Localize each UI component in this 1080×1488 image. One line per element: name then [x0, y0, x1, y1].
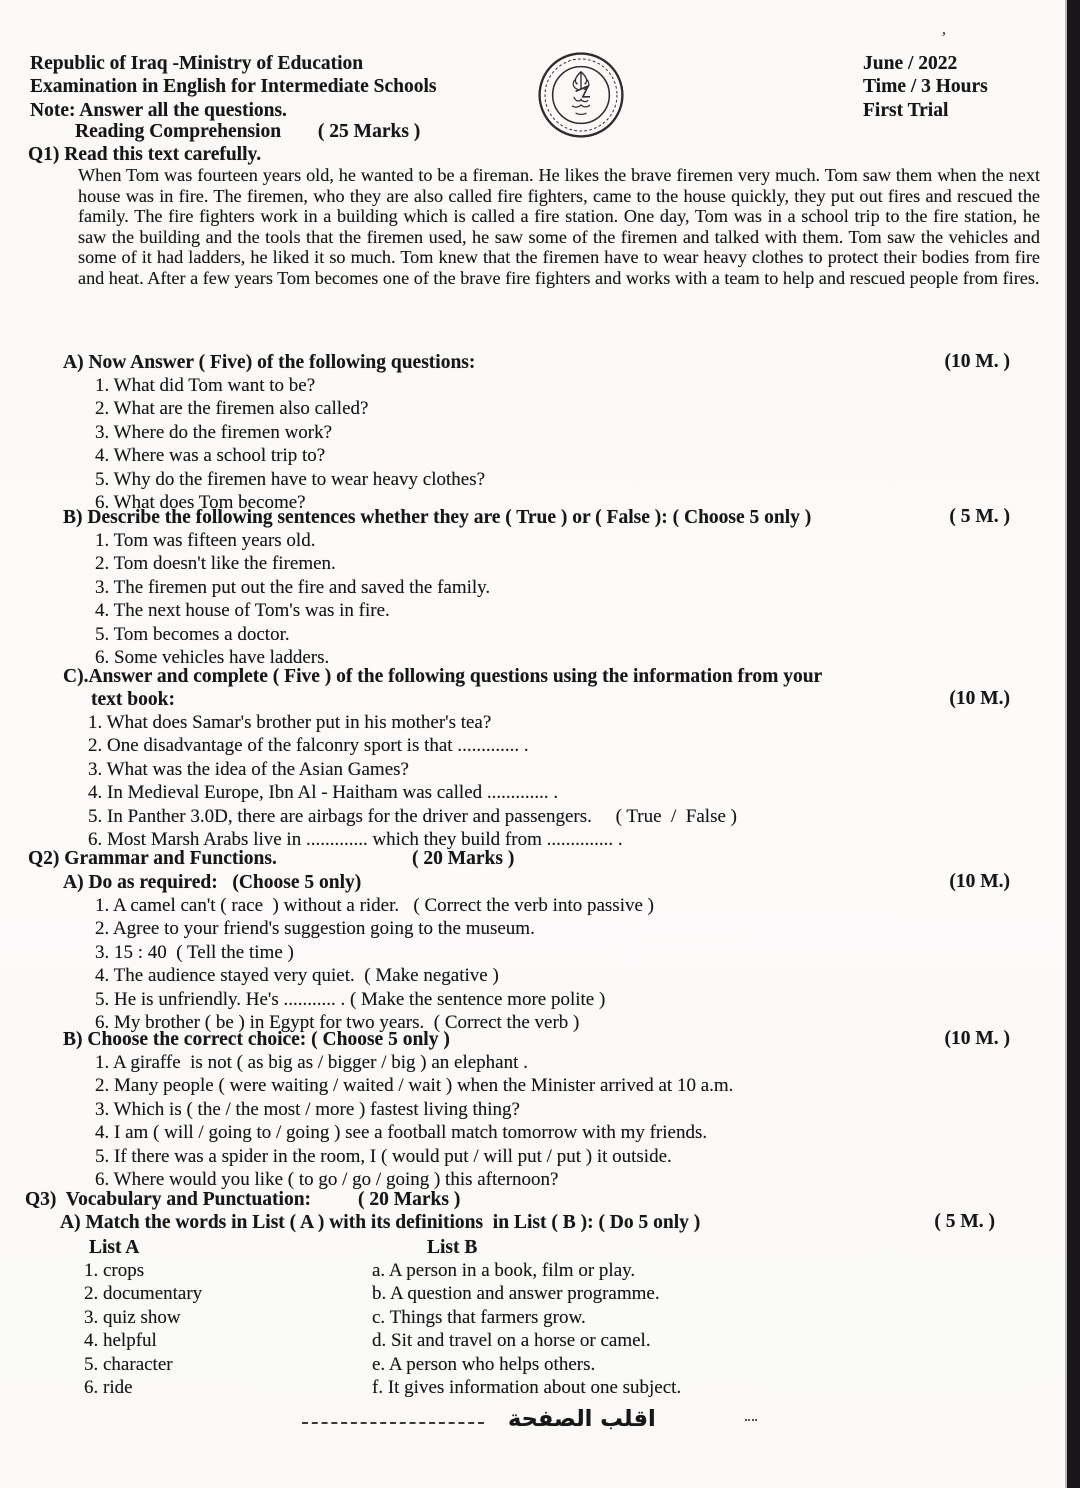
q1a-marks: (10 M. ): [944, 351, 1010, 372]
q2a-item: 1. A camel can't ( race ) without a rider. ( Correct the verb into passive ): [95, 895, 654, 916]
match-row: [84, 1376, 1000, 1399]
match-row: [84, 1259, 1000, 1282]
q3a-heading: A) Match the words in List ( A ) with its definitions in List ( B ): ( Do 5 only ): [60, 1212, 701, 1233]
q2b-item: 5. If there was a spider in the room, I ( would put / will put / put ) it outside.: [95, 1145, 672, 1167]
header-org-line2: Examination in English for Intermediate Schools: [30, 76, 437, 98]
header-org-line3: Note: Answer all the questions.: [30, 99, 287, 121]
q1c-item: 1. What does Samar's brother put in his mother's tea?: [88, 712, 492, 733]
reading-title: Reading Comprehension: [75, 121, 282, 142]
q2a-item: 2. Agree to your friend's suggestion going to the museum.: [95, 918, 535, 940]
q1c-item: 5. In Panther 3.0D, there are airbags for the driver and passengers. ( True / False ): [88, 805, 737, 827]
q3-marks: ( 20 Marks ): [358, 1189, 461, 1210]
list-b-item: d. Sit and travel on a horse or camel.: [372, 1330, 651, 1352]
q1b-items: [95, 529, 490, 669]
q3-title: Q3) Vocabulary and Punctuation:: [25, 1189, 312, 1210]
reading-comprehension-heading: [75, 120, 420, 143]
q1a-heading: A) Now Answer ( Five) of the following questions:: [63, 352, 476, 373]
footer-dash-rule: [302, 1422, 484, 1424]
q2b-heading: B) Choose the correct choice: ( Choose 5 only ): [63, 1029, 450, 1050]
turn-page-note: اقلب الصفحة: [508, 1406, 656, 1432]
q1c-item: 4. In Medieval Europe, Ibn Al - Haitham was called ............. .: [88, 782, 559, 804]
list-a-item: 2. documentary: [84, 1283, 203, 1305]
q1b-item: 4. The next house of Tom's was in fire.: [95, 600, 390, 622]
match-lists: [84, 1259, 1000, 1399]
list-b-item: b. A question and answer programme.: [372, 1283, 660, 1305]
q1b-heading: B) Describe the following sentences whether they are ( True ) or ( False ): ( Choose 5 only ): [63, 507, 812, 528]
q1c-marks: (10 M.): [949, 688, 1010, 709]
list-b-header: List B: [427, 1237, 478, 1258]
list-b-item: e. A person who helps others.: [372, 1353, 596, 1375]
list-a-item: 5. character: [84, 1353, 173, 1375]
q1b-item: 5. Tom becomes a doctor.: [95, 623, 290, 645]
q2a-item: 3. 15 : 40 ( Tell the time ): [95, 941, 294, 963]
q1c-item: 6. Most Marsh Arabs live in ............. which they build from .............. .: [88, 829, 623, 851]
match-row: [84, 1306, 1000, 1329]
q3a-marks: ( 5 M. ): [934, 1211, 995, 1232]
q1a-item: 1. What did Tom want to be?: [95, 375, 316, 396]
q2a-items: [95, 894, 654, 1034]
q2a-marks: (10 M.): [949, 871, 1010, 892]
list-a-item: 3. quiz show: [84, 1306, 181, 1328]
list-a-item: 1. crops: [84, 1260, 145, 1281]
match-row: [84, 1282, 1000, 1305]
list-b-item: a. A person in a book, film or play.: [372, 1260, 636, 1281]
q1b-item: 6. Some vehicles have ladders.: [95, 647, 330, 669]
header-right-block: [863, 52, 988, 122]
scan-edge-right: [1067, 0, 1080, 1488]
q1a-items: [95, 374, 485, 514]
exam-date: June / 2022: [863, 53, 958, 74]
list-a-item: 4. helpful: [84, 1330, 157, 1352]
match-row: [84, 1353, 1000, 1376]
match-row: [84, 1329, 1000, 1352]
q2b-item: 3. Which is ( the / the most / more ) fastest living thing?: [95, 1098, 520, 1120]
q2a-item: 6. My brother ( be ) in Egypt for two years. ( Correct the verb ): [95, 1012, 580, 1034]
q2-title: Q2) Grammar and Functions.: [28, 848, 277, 869]
q2-marks: ( 20 Marks ): [412, 848, 515, 869]
q1a-item: 4. Where was a school trip to?: [95, 445, 326, 467]
q2a-item: 5. He is unfriendly. He's ........... . ( Make the sentence more polite ): [95, 988, 606, 1010]
q1c-items: [88, 711, 737, 851]
q1a-item: 3. Where do the firemen work?: [95, 421, 333, 443]
exam-time: Time / 3 Hours: [863, 76, 988, 98]
q1b-item: 3. The firemen put out the fire and saved the family.: [95, 576, 491, 598]
q2b-item: 4. I am ( will / going to / going ) see a football match tomorrow with my friends.: [95, 1122, 708, 1144]
list-b-item: c. Things that farmers grow.: [372, 1306, 586, 1328]
q2b-items: [95, 1051, 733, 1191]
header-left-block: [30, 52, 436, 122]
reading-marks: ( 25 Marks ): [317, 121, 421, 142]
q1b-item: 2. Tom doesn't like the firemen.: [95, 553, 336, 575]
q1a-item: 6. What does Tom become?: [95, 492, 306, 514]
q1b-marks: ( 5 M. ): [949, 506, 1010, 527]
q1a-item: 2. What are the firemen also called?: [95, 398, 369, 420]
scan-speck: ’: [941, 28, 947, 47]
q1c-item: 3. What was the idea of the Asian Games?: [88, 758, 409, 780]
q1c-heading-line1: C).Answer and complete ( Five ) of the following questions using the information from your: [63, 666, 823, 687]
q2b-item: 2. Many people ( were waiting / waited / wait ) when the Minister arrived at 10 a.m.: [95, 1075, 734, 1097]
list-a-header: List A: [89, 1237, 140, 1258]
q2a-heading: A) Do as required: (Choose 5 only): [63, 872, 362, 893]
q1c-item: 2. One disadvantage of the falconry sport is that ............. .: [88, 735, 529, 757]
q2a-item: 4. The audience stayed very quiet. ( Make negative ): [95, 965, 499, 987]
list-b-item: f. It gives information about one subject.: [372, 1377, 682, 1399]
q1-reading-passage: When Tom was fourteen years old, he wanted to be a fireman. He likes the brave firemen very much. Tom saw them when the next house was in fire. The firemen, who they are also called fire fighters, came to the house quickly, they put out fires and rescued the family. The fire fighters work in a building which is called a fire station. One day, Tom was in a school trip to the fire station, he saw the building and the tools that the firemen used, he saw some of the firemen and talked with them. Tom saw the vehicles and some of it had ladders, he liked it so much. Tom knew that the firemen have to wear heavy clothes to protect their bodies from fire and heat. After a few years Tom becomes one of the brave fire fighters and works with a team to help and rescued people from fires.: [78, 165, 1040, 288]
q2b-item: 6. Where would you like ( to go / go / going ) this afternoon?: [95, 1169, 559, 1191]
q2b-item: 1. A giraffe is not ( as big as / bigger / big ) an elephant .: [95, 1052, 528, 1073]
q2b-marks: (10 M. ): [944, 1028, 1010, 1049]
ministry-seal: [536, 50, 626, 145]
exam-trial: First Trial: [863, 99, 949, 121]
q1-title: Q1) Read this text carefully.: [28, 144, 262, 165]
footer-dash-mini: [745, 1419, 757, 1421]
list-a-item: 6. ride: [84, 1377, 133, 1399]
q1b-item: 1. Tom was fifteen years old.: [95, 530, 316, 551]
ministry-seal-icon: [536, 50, 626, 140]
q1a-item: 5. Why do the firemen have to wear heavy clothes?: [95, 468, 486, 490]
header-org-line1: Republic of Iraq -Ministry of Education: [30, 53, 364, 74]
q1c-heading-line2: text book:: [91, 689, 175, 711]
